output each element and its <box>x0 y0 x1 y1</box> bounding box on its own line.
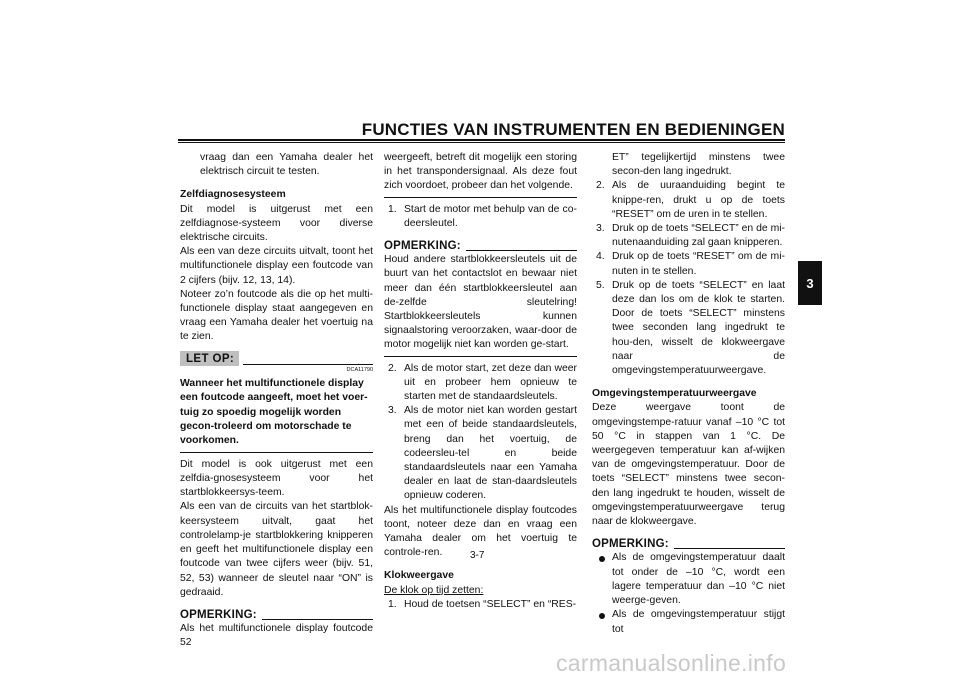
column-middle <box>384 151 577 612</box>
list-text: Start de motor met behulp van de co-deersleutel. <box>404 203 577 229</box>
bullet-dot-icon <box>599 613 605 619</box>
paragraph: Als een van deze circuits uitvalt, toont het multifunctionele display een foutcode van 2 cijfers (bijv. 12, 13, 14). <box>180 246 373 286</box>
paragraph: Deze weergave toont de omgevingstempe-ratuur vanaf –10 °C tot 50 °C in stappen van 1 °C. De weergegeven temperatuur kan af-wijken van de omgevingstemperatuur. Door de toets “SELECT” minstens twee secon-den lang ingedrukt te houden, wisselt de omgevingstemperatuurweergave terug naar de klokweergave. <box>592 402 785 528</box>
list-item <box>384 404 577 503</box>
paragraph: Dit model is ook uitgerust met een zelfdia-gnosesysteem voor het startblokkeersys-teem. <box>180 458 373 499</box>
page-title: FUNCTIES VAN INSTRUMENTEN EN BEDIENINGEN <box>361 120 785 139</box>
caution-header <box>180 351 373 366</box>
list-number: 3. <box>388 405 397 417</box>
list-text: Als de uuraanduiding begint te knippe-ren, drukt u op de toets “RESET” om de uren in te stellen. <box>612 180 785 220</box>
section-heading-ambient-temperature: Omgevingstemperatuurweergave <box>592 388 757 400</box>
list-text: Als de motor start, zet deze dan weer uit en probeer hem opnieuw te starten met de standaardsleutels. <box>404 362 577 403</box>
note-header <box>384 239 577 253</box>
page-number: 3-7 <box>470 550 485 561</box>
paragraph: Als het multifunctionele display foutcodes toont, noteer deze dan en vraag een Yamaha dealer om het voertuig te controle-ren. <box>384 504 577 559</box>
bullet-item <box>592 551 785 608</box>
divider <box>384 197 577 198</box>
list-item <box>592 279 785 378</box>
list-text: Druk op de toets “SELECT” en de mi-nutenaanduiding zal gaan knipperen. <box>612 223 785 249</box>
list-text: Als de motor niet kan worden gestart met een of beide standaardsleutels, breng dan het voertuig, de codeersleu-tel en beide standaardsleutels naar een Yamaha dealer en laat de stan-daardsleutels opnieuw coderen. <box>404 405 577 502</box>
list-number: 2. <box>596 180 605 192</box>
note-rule <box>674 548 785 549</box>
note-header <box>180 608 373 622</box>
list-text: Druk op de toets “RESET” om de mi-nuten in te stellen. <box>612 251 785 277</box>
caution-end-rule <box>180 452 373 453</box>
note-label: OPMERKING: <box>180 608 257 621</box>
note-text: Als het multifunctionele display foutcode 52 <box>180 623 373 649</box>
list-number: 5. <box>596 279 605 291</box>
list-number: 1. <box>388 203 397 215</box>
note-label: OPMERKING: <box>592 538 669 551</box>
bullet-text: Als de omgevingstemperatuur daalt tot onder de –10 °C, wordt een lagere temperatuur dan –10 °C niet weerge-geven. <box>612 552 785 607</box>
caution-label: LET OP: <box>180 351 239 366</box>
note-text: Houd andere startblokkeersleutels uit de buurt van het contactslot en bewaar niet meer dan één startblokkeersleutel aan de-zelfde sleutelring! Startblokkeersleutels kunnen signaalstoring veroorzaken, waar-door de motor mogelijk niet kan worden ge-start. <box>384 254 577 351</box>
bullet-item <box>592 608 785 636</box>
chapter-tab: 3 <box>798 261 822 305</box>
caution-rule <box>243 364 373 365</box>
section-heading-self-diagnosis: Zelfdiagnosesysteem <box>180 189 286 201</box>
list-item <box>384 598 577 612</box>
bullet-dot-icon <box>599 556 605 562</box>
column-right <box>592 151 785 637</box>
column-left <box>180 151 373 651</box>
list-text: Druk op de toets “SELECT” en laat deze dan los om de klok te starten. Door de toets “SELECT” minstens twee seconden lang ingedrukt te hou-den, wisselt de klokweergave naar de omgevingstemperatuurweergave. <box>612 279 785 377</box>
bullet-text: Als de omgevingstemperatuur stijgt tot <box>612 609 785 635</box>
list-number: 3. <box>596 223 605 235</box>
watermark: carmanualsonline.info <box>556 650 787 676</box>
list-number: 1. <box>388 598 397 610</box>
note-label: OPMERKING: <box>384 240 461 253</box>
note-header <box>592 537 785 551</box>
paragraph: Dit model is uitgerust met een zelfdiagnose-systeem voor diverse elektrische circuits. <box>180 203 373 244</box>
list-text: Houd de toetsen “SELECT” en “RES- <box>404 598 577 610</box>
paragraph: Noteer zo’n foutcode als die op het multi-functionele display staat aangegeven en vraag een Yamaha dealer het voertuig na te zien. <box>180 288 373 343</box>
list-item <box>592 222 785 250</box>
list-number: 4. <box>596 251 605 263</box>
list-item <box>592 250 785 278</box>
list-item <box>384 203 577 231</box>
list-item <box>592 179 785 222</box>
header-divider <box>178 139 785 143</box>
subheading-set-clock: De klok op tijd zetten: <box>384 584 484 596</box>
note-rule <box>262 619 373 620</box>
section-heading-clock: Klokweergave <box>384 570 454 582</box>
intro-text: vraag dan een Yamaha dealer het elektrisch circuit te testen. <box>200 152 373 178</box>
list-item <box>384 362 577 405</box>
list-continuation: ET” tegelijkertijd minstens twee secon-den lang ingedrukt. <box>612 152 785 178</box>
list-number: 2. <box>388 362 397 374</box>
paragraph: Als een van de circuits van het startblok-keersysteem uitvalt, gaat het controlelamp-je startblokkering knipperen en geeft het multifunctionele display een foutcode van twee cijfers weer (bijv. 51, 52, 53) wanneer de sleutel naar “ON” is gedraaid. <box>180 501 373 598</box>
note-rule <box>466 250 577 251</box>
divider <box>384 356 577 357</box>
caution-code: DCA11790 <box>346 366 373 373</box>
caution-text: Wanneer het multifunctionele display een foutcode aangeeft, moet het voer-tuig zo spoedig mogelijk worden gecon-troleerd om motorschade te voorkomen. <box>180 377 368 447</box>
paragraph: weergeeft, betreft dit mogelijk een storing in het transpondersignaal. Als deze fout zich voordoet, probeer dan het volgende. <box>384 152 577 192</box>
